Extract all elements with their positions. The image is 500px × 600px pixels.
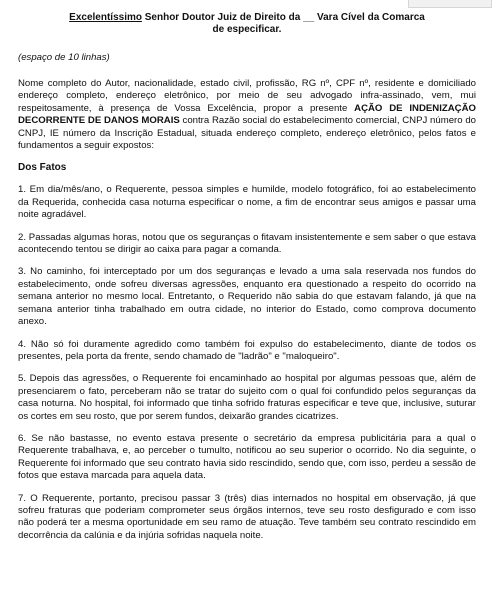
intro-paragraph bbox=[18, 78, 476, 152]
fact-paragraph-5: 5. Depois das agressões, o Requerente foi encaminhado ao hospital por algumas pessoas que, além de presenciarem o fato, perceberam não se tratar do sujeito com o qual foi confundido pelos seguranças da casa noturna. No hospital, foi informado que tinha sofrido fraturas especificar e teve que, inclusive, suturar os cortes em seu rosto, que por serem fundos, deixarão grandes cicatrizes. bbox=[18, 373, 476, 422]
title-line-1-rest: Senhor Doutor Juiz de Direito da __ Vara Cível da Comarca bbox=[141, 12, 425, 23]
fact-paragraph-6: 6. Se não bastasse, no evento estava presente o secretário da empresa publicitária para a qual o Requerente trabalhava, e, ao perceber o tumulto, notificou ao seu superior o ocorrido. No dia seguinte, o Requerente foi informado que seu contrato havia sido rescindido, sendo que, com isso, perdeu a sessão de fotos que estava marcada para aquela data. bbox=[18, 432, 476, 482]
fact-paragraph-7: 7. O Requerente, portanto, precisou passar 3 (três) dias internados no hospital em observação, já que sofreu fraturas que poderiam comprometer seus órgãos internos, teve seu rosto desfigurado e com isso não poderá ter a mesma oportunidade em seu ramo de atuação. Teve também seu contrato rescindido em decorrência da calúnia e da injúria sofridas naquela noite. bbox=[18, 492, 476, 541]
title-line-1 bbox=[18, 12, 476, 24]
spacing-note: (espaço de 10 linhas) bbox=[18, 52, 110, 63]
title-line-2: de especificar. bbox=[212, 24, 282, 35]
fact-paragraph-1: 1. Em dia/mês/ano, o Requerente, pessoa simples e humilde, modelo fotográfico, foi ao estabelecimento da Requerida, conhecida casa noturna especificar o nome, a fim de encontrar seus amigos e passar uma noite agradável. bbox=[18, 184, 476, 221]
fact-paragraph-2: 2. Passadas algumas horas, notou que os seguranças o fitavam insistentemente e sem saber o que estava acontecendo tentou se dirigir ao caixa para pagar a comanda. bbox=[18, 231, 476, 256]
document-title bbox=[18, 12, 476, 36]
intro-text-after: contra Razão social do estabelecimento comercial, CNPJ número do CNPJ, IE número da Inscrição Estadual, situada endereço completo, endereço eletrônico, pelos fatos e fundamentos a seguir expostos: bbox=[18, 115, 476, 152]
intro-text-before: Nome completo do Autor, nacionalidade, estado civil, profissão, RG nº, CPF nº, residente e domiciliado endereço completo, endereço eletrônico, por meio de seu advogado infra-assinado, vem, mui respeitosamente, à presença de Vossa Excelência, propor a presente bbox=[18, 78, 476, 114]
section-heading-facts: Dos Fatos bbox=[18, 162, 67, 174]
fact-paragraph-3: 3. No caminho, foi interceptado por um dos seguranças e levado a uma sala reservada nos fundos do estabelecimento, onde sofreu diversas agressões, enquanto era questionado a respeito do ocorrido na semana anterior no mesmo local. Entretanto, o Requerido não sabia do que estavam falando, já que na semana anterior tinha trabalhado em outra cidade, no interior do Estado, como comprova documento anexo. bbox=[18, 266, 476, 328]
document-page bbox=[18, 12, 476, 552]
top-corner-tab bbox=[408, 0, 492, 8]
action-name: AÇÃO DE INDENIZAÇÃO DECORRENTE DE DANOS MORAIS bbox=[18, 102, 476, 127]
fact-paragraph-4: 4. Não só foi duramente agredido como também foi expulso do estabelecimento, diante de todos os presentes, pela porta da frente, sendo chamado de "ladrão" e "maloqueiro". bbox=[18, 338, 476, 362]
title-underlined-word: Excelentíssimo bbox=[69, 12, 142, 23]
